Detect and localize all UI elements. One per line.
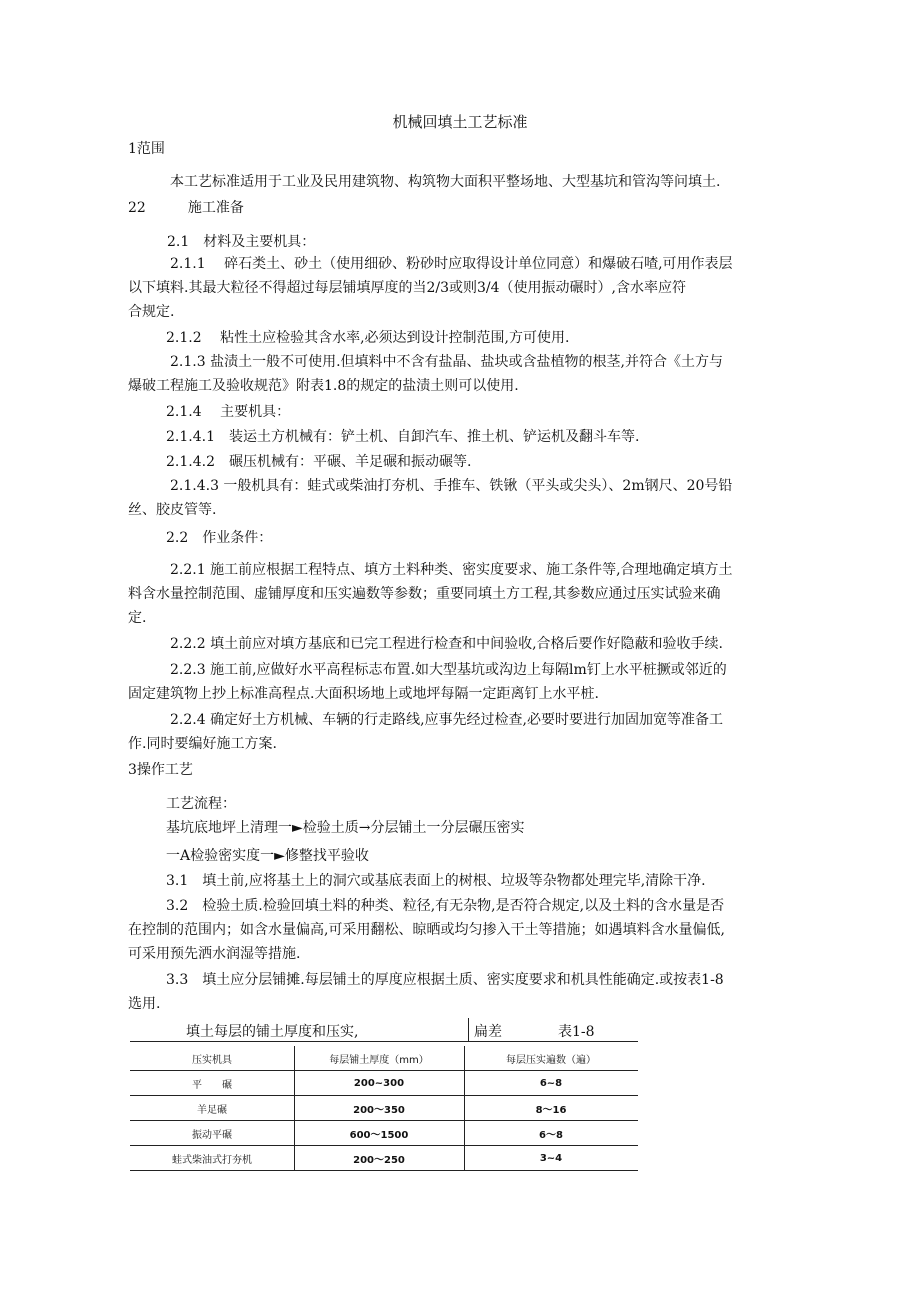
subsection-heading: 2.1.4 主要机具： [166, 404, 291, 420]
paragraph-line: 以下填料.其最大粒径不得超过每层铺填厚度的当2/3或则3/4（使用振动碾时）,含水率应符 [128, 280, 686, 296]
process-flow-heading: 工艺流程： [166, 796, 236, 812]
process-flow-line: 基坑底地坪上清理一►检验土质→分层铺土一分层碾压密实 [166, 820, 525, 836]
compaction-table [130, 1046, 638, 1171]
table-cell: 平 碾 [192, 1080, 232, 1091]
table-top-rule [130, 1041, 638, 1042]
table-row [130, 1146, 638, 1171]
table-cell: 6~8 [539, 1078, 563, 1089]
table-cell: 6～8 [539, 1130, 563, 1141]
paragraph-line: 丝、胶皮管等. [128, 502, 217, 518]
paragraph-line: 作.同时要编好施工方案. [128, 736, 277, 752]
table-row [130, 1071, 638, 1096]
process-flow-line: 一A检验密实度一►修整找平验收 [166, 848, 369, 864]
table-cell: 羊足碾 [197, 1105, 227, 1116]
table-cell: 8～16 [535, 1105, 567, 1116]
table-cell: 200~300 [353, 1078, 405, 1089]
paragraph-line: 爆破工程施工及验收规范》附表1.8的规定的盐渍土则可以使用. [128, 378, 519, 394]
section-heading: 22 施工准备 [128, 200, 244, 216]
paragraph-line: 选用. [128, 996, 161, 1012]
paragraph-line: 2.1.1 碎石类土、砂土（使用细砂、粉砂时应取得设计单位同意）和爆破石喳,可用作表层 [170, 256, 733, 272]
paragraph-line: 2.2.2 填土前应对填方基底和已完工程进行检查和中间验收,合格后要作好隐蔽和验收手续. [170, 636, 723, 652]
table-cell: 200～350 [353, 1105, 405, 1116]
paragraph-line: 2.1.4.3 一般机具有：蛙式或柴油打夯机、手推车、铁锹（平头或尖头）、2m钢尺、20号铅 [170, 478, 733, 494]
paragraph-line: 3.2 检验土质.检验回填土料的种类、粒径,有无杂物,是否符合规定,以及土料的含水量是否 [166, 898, 725, 914]
table-row [130, 1121, 638, 1146]
paragraph-line: 定. [128, 610, 147, 626]
table-cell: 200～250 [353, 1155, 405, 1166]
table-caption-text: 填土每层的铺土厚度和压实, [186, 1024, 359, 1040]
table-caption-mid: 扁差 [474, 1024, 502, 1040]
subsection-heading: 2.1 材料及主要机具： [167, 234, 316, 250]
paragraph-line: 3.3 填土应分层铺摊.每层铺土的厚度应根据土质、密实度要求和机具性能确定.或按表1-8 [166, 972, 724, 988]
paragraph-line: 在控制的范围内；如含水量偏高,可采用翻松、晾晒或均匀掺入干土等措施；如遇填料含水量偏低, [128, 922, 725, 938]
section-heading: 1范围 [128, 141, 165, 157]
table-rule [130, 1145, 638, 1146]
document-title: 机械回填土工艺标准 [392, 113, 528, 131]
paragraph-line: 2.1.2 粘性土应检验其含水率,必须达到设计控制范围,方可使用. [166, 330, 570, 346]
table-cell: 600～1500 [349, 1130, 409, 1141]
table-header-row [130, 1046, 638, 1071]
paragraph-line: 2.2.1 施工前应根据工程特点、填方土料种类、密实度要求、施工条件等,合理地确定填方土 [170, 562, 733, 578]
paragraph-line: 2.1.4.1 装运土方机械有：铲土机、自卸汽车、推土机、铲运机及翻斗车等. [166, 429, 640, 445]
table-header-cell: 每层铺土厚度（mm） [329, 1055, 429, 1066]
table-row [130, 1096, 638, 1121]
table-cell: 3~4 [539, 1153, 563, 1164]
table-rule [130, 1070, 638, 1071]
table-header-cell: 压实机具 [192, 1055, 232, 1066]
paragraph-line: 2.2.4 确定好土方机械、车辆的行走路线,应事先经过检查,必要时要进行加固加宽等准备工 [170, 712, 723, 728]
paragraph-line: 2.1.4.2 碾压机械有：平碾、羊足碾和振动碾等. [166, 454, 472, 470]
table-column-rule [294, 1046, 295, 1170]
table-cell: 振动平碾 [192, 1130, 232, 1141]
caption-divider [468, 1018, 469, 1041]
paragraph-line: 3.1 填土前,应将基土上的洞穴或基底表面上的树根、垃圾等杂物都处理完毕,清除干净. [166, 873, 706, 889]
paragraph: 本工艺标准适用于工业及民用建筑物、构筑物大面积平整场地、大型基坑和管沟等问填土. [170, 174, 721, 190]
paragraph-line: 合规定. [128, 304, 175, 320]
table-rule [130, 1095, 638, 1096]
paragraph-line: 2.1.3 盐渍土一般不可使用.但填料中不含有盐晶、盐块或含盐植物的根茎,并符合《土方与 [170, 354, 723, 370]
table-number: 表1-8 [558, 1024, 595, 1040]
table-bottom-rule [130, 1170, 638, 1171]
section-heading: 3操作工艺 [128, 762, 193, 778]
table-cell: 蛙式柴油式打夯机 [172, 1155, 252, 1166]
paragraph-line: 料含水量控制范围、虚铺厚度和压实遍数等参数；重要同填土方工程,其参数应通过压实试验来确 [128, 586, 721, 602]
table-column-rule [464, 1046, 465, 1170]
paragraph-line: 2.2.3 施工前,应做好水平高程标志布置.如大型基坑或沟边上每隔lm钉上水平桩撅或邻近的 [170, 662, 727, 678]
subsection-heading: 2.2 作业条件： [166, 530, 273, 546]
table-caption [130, 1017, 638, 1043]
paragraph-line: 可采用预先洒水润湿等措施. [128, 946, 301, 962]
paragraph-line: 固定建筑物上抄上标准高程点.大面积场地上或地坪每隔一定距离钉上水平桩. [128, 686, 599, 702]
table-header-cell: 每层压实遍数（遍） [506, 1055, 596, 1066]
table-rule [130, 1120, 638, 1121]
